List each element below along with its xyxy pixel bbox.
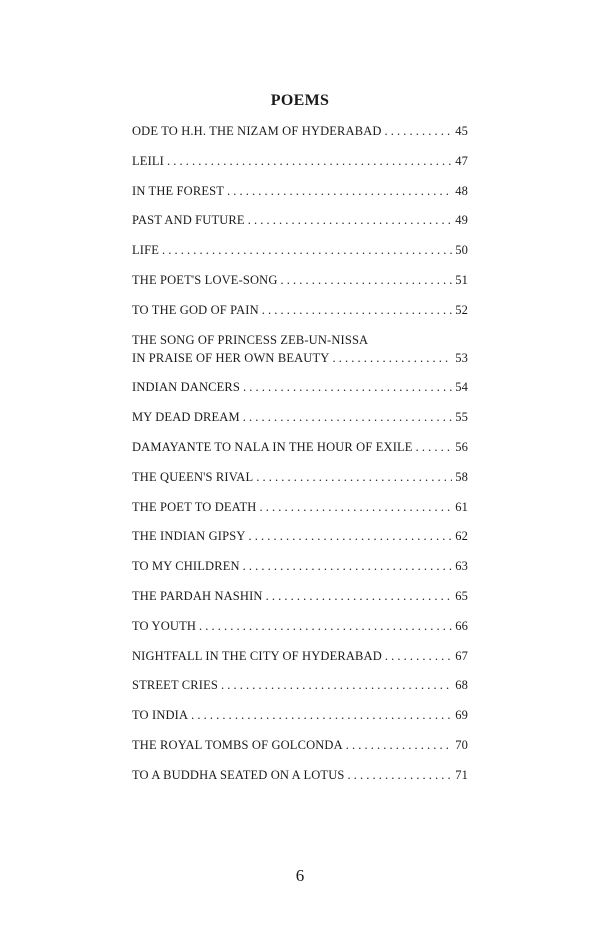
dot-leader	[227, 182, 452, 200]
toc-entry-title: LEILI	[132, 153, 164, 168]
toc-entry	[132, 587, 468, 605]
dot-leader	[243, 378, 452, 396]
toc-entry-title: PAST AND FUTURE	[132, 213, 245, 228]
toc-entry-title: TO YOUTH	[132, 618, 197, 633]
toc-entry-page: 70	[455, 737, 468, 752]
toc-entry-title: LIFE	[132, 243, 159, 258]
toc-entry-title-line1: THE SONG OF PRINCESS ZEB-UN-NISSA	[132, 332, 369, 347]
dot-leader	[243, 408, 452, 426]
toc-entry-title: THE POET TO DEATH	[132, 499, 257, 514]
toc-entry-page: 69	[455, 708, 468, 723]
dot-leader	[281, 271, 453, 289]
dot-leader	[259, 498, 452, 516]
dot-leader	[243, 557, 453, 575]
dot-leader	[248, 211, 452, 229]
toc-entry-title: ODE TO H.H. THE NIZAM OF HYDERABAD	[132, 124, 382, 138]
dot-leader	[167, 152, 452, 170]
toc-entry	[132, 152, 468, 170]
section-heading: POEMS	[270, 92, 330, 109]
toc-entry-page: 53	[455, 350, 468, 365]
toc-entry	[132, 301, 468, 319]
toc-entry	[132, 378, 468, 396]
toc-entry-title: IN THE FOREST	[132, 183, 225, 198]
toc-entry-page: 62	[455, 529, 468, 544]
dot-leader	[416, 438, 453, 456]
toc-entry	[132, 766, 468, 784]
toc-entry-page: 55	[455, 410, 468, 425]
toc-entry	[132, 438, 468, 456]
toc-entry	[132, 617, 468, 635]
dot-leader	[199, 617, 452, 635]
toc-entry-page: 56	[455, 439, 468, 454]
toc-entry-page: 67	[455, 648, 468, 663]
toc-entry-page: 45	[455, 124, 468, 138]
toc-entry-page: 63	[455, 559, 468, 574]
toc-entry-title: NIGHTFALL IN THE CITY OF HYDERABAD	[132, 648, 382, 663]
dot-leader	[221, 676, 452, 694]
toc-entry-page: 48	[455, 183, 468, 198]
toc-entry	[132, 498, 468, 516]
toc-entry-title: MY DEAD DREAM	[132, 410, 240, 425]
toc-entry-title: TO THE GOD OF PAIN	[132, 302, 259, 317]
toc-entry-page: 47	[455, 153, 468, 168]
toc-entry-page: 58	[455, 469, 468, 484]
toc-entry	[132, 468, 468, 486]
toc-entry-title: THE PARDAH NASHIN	[132, 588, 263, 603]
toc-entry-title: THE INDIAN GIPSY	[132, 529, 246, 544]
dot-leader	[191, 706, 452, 724]
dot-leader	[346, 736, 452, 754]
dot-leader	[385, 647, 452, 665]
dot-leader	[347, 766, 452, 784]
toc-entry	[132, 331, 468, 367]
toc-entry-page: 65	[455, 588, 468, 603]
dot-leader	[385, 122, 453, 140]
toc-entry	[132, 706, 468, 724]
toc-entry-title: TO A BUDDHA SEATED ON A LOTUS	[132, 767, 345, 782]
toc-entry-page: 50	[455, 243, 468, 258]
toc-entry-title: STREET CRIES	[132, 678, 218, 693]
toc-entry	[132, 647, 468, 665]
toc-entry	[132, 736, 468, 754]
toc-entry-page: 66	[455, 618, 468, 633]
toc-entry	[132, 122, 468, 140]
toc-entry	[132, 271, 468, 289]
dot-leader	[266, 587, 453, 605]
toc-entry	[132, 182, 468, 200]
toc-entry-title: TO INDIA	[132, 708, 189, 723]
table-of-contents	[132, 122, 468, 796]
toc-entry-page: 68	[455, 678, 468, 693]
toc-entry-page: 61	[455, 499, 468, 514]
toc-entry	[132, 527, 468, 545]
toc-entry-title: THE QUEEN'S RIVAL	[132, 469, 254, 484]
dot-leader	[256, 468, 452, 486]
dot-leader	[332, 349, 452, 367]
dot-leader	[162, 241, 452, 259]
toc-entry-title: THE POET'S LOVE-SONG	[132, 272, 278, 287]
toc-entry-title: THE ROYAL TOMBS OF GOLCONDA	[132, 737, 343, 752]
toc-entry-page: 49	[455, 213, 468, 228]
toc-entry	[132, 241, 468, 259]
toc-entry-title: DAMAYANTE TO NALA IN THE HOUR OF EXILE	[132, 439, 413, 454]
toc-entry-page: 54	[455, 380, 468, 395]
toc-entry-page: 51	[455, 272, 468, 287]
toc-entry-page: 52	[455, 302, 468, 317]
toc-entry-title: IN PRAISE OF HER OWN BEAUTY	[132, 350, 330, 365]
dot-leader	[249, 527, 453, 545]
toc-entry-title: TO MY CHILDREN	[132, 559, 240, 574]
dot-leader	[262, 301, 452, 319]
page-number: 6	[295, 866, 305, 885]
toc-entry	[132, 557, 468, 575]
toc-entry-title: INDIAN DANCERS	[132, 380, 241, 395]
toc-entry	[132, 211, 468, 229]
toc-entry	[132, 676, 468, 694]
toc-entry	[132, 408, 468, 426]
toc-entry-page: 71	[455, 767, 468, 782]
